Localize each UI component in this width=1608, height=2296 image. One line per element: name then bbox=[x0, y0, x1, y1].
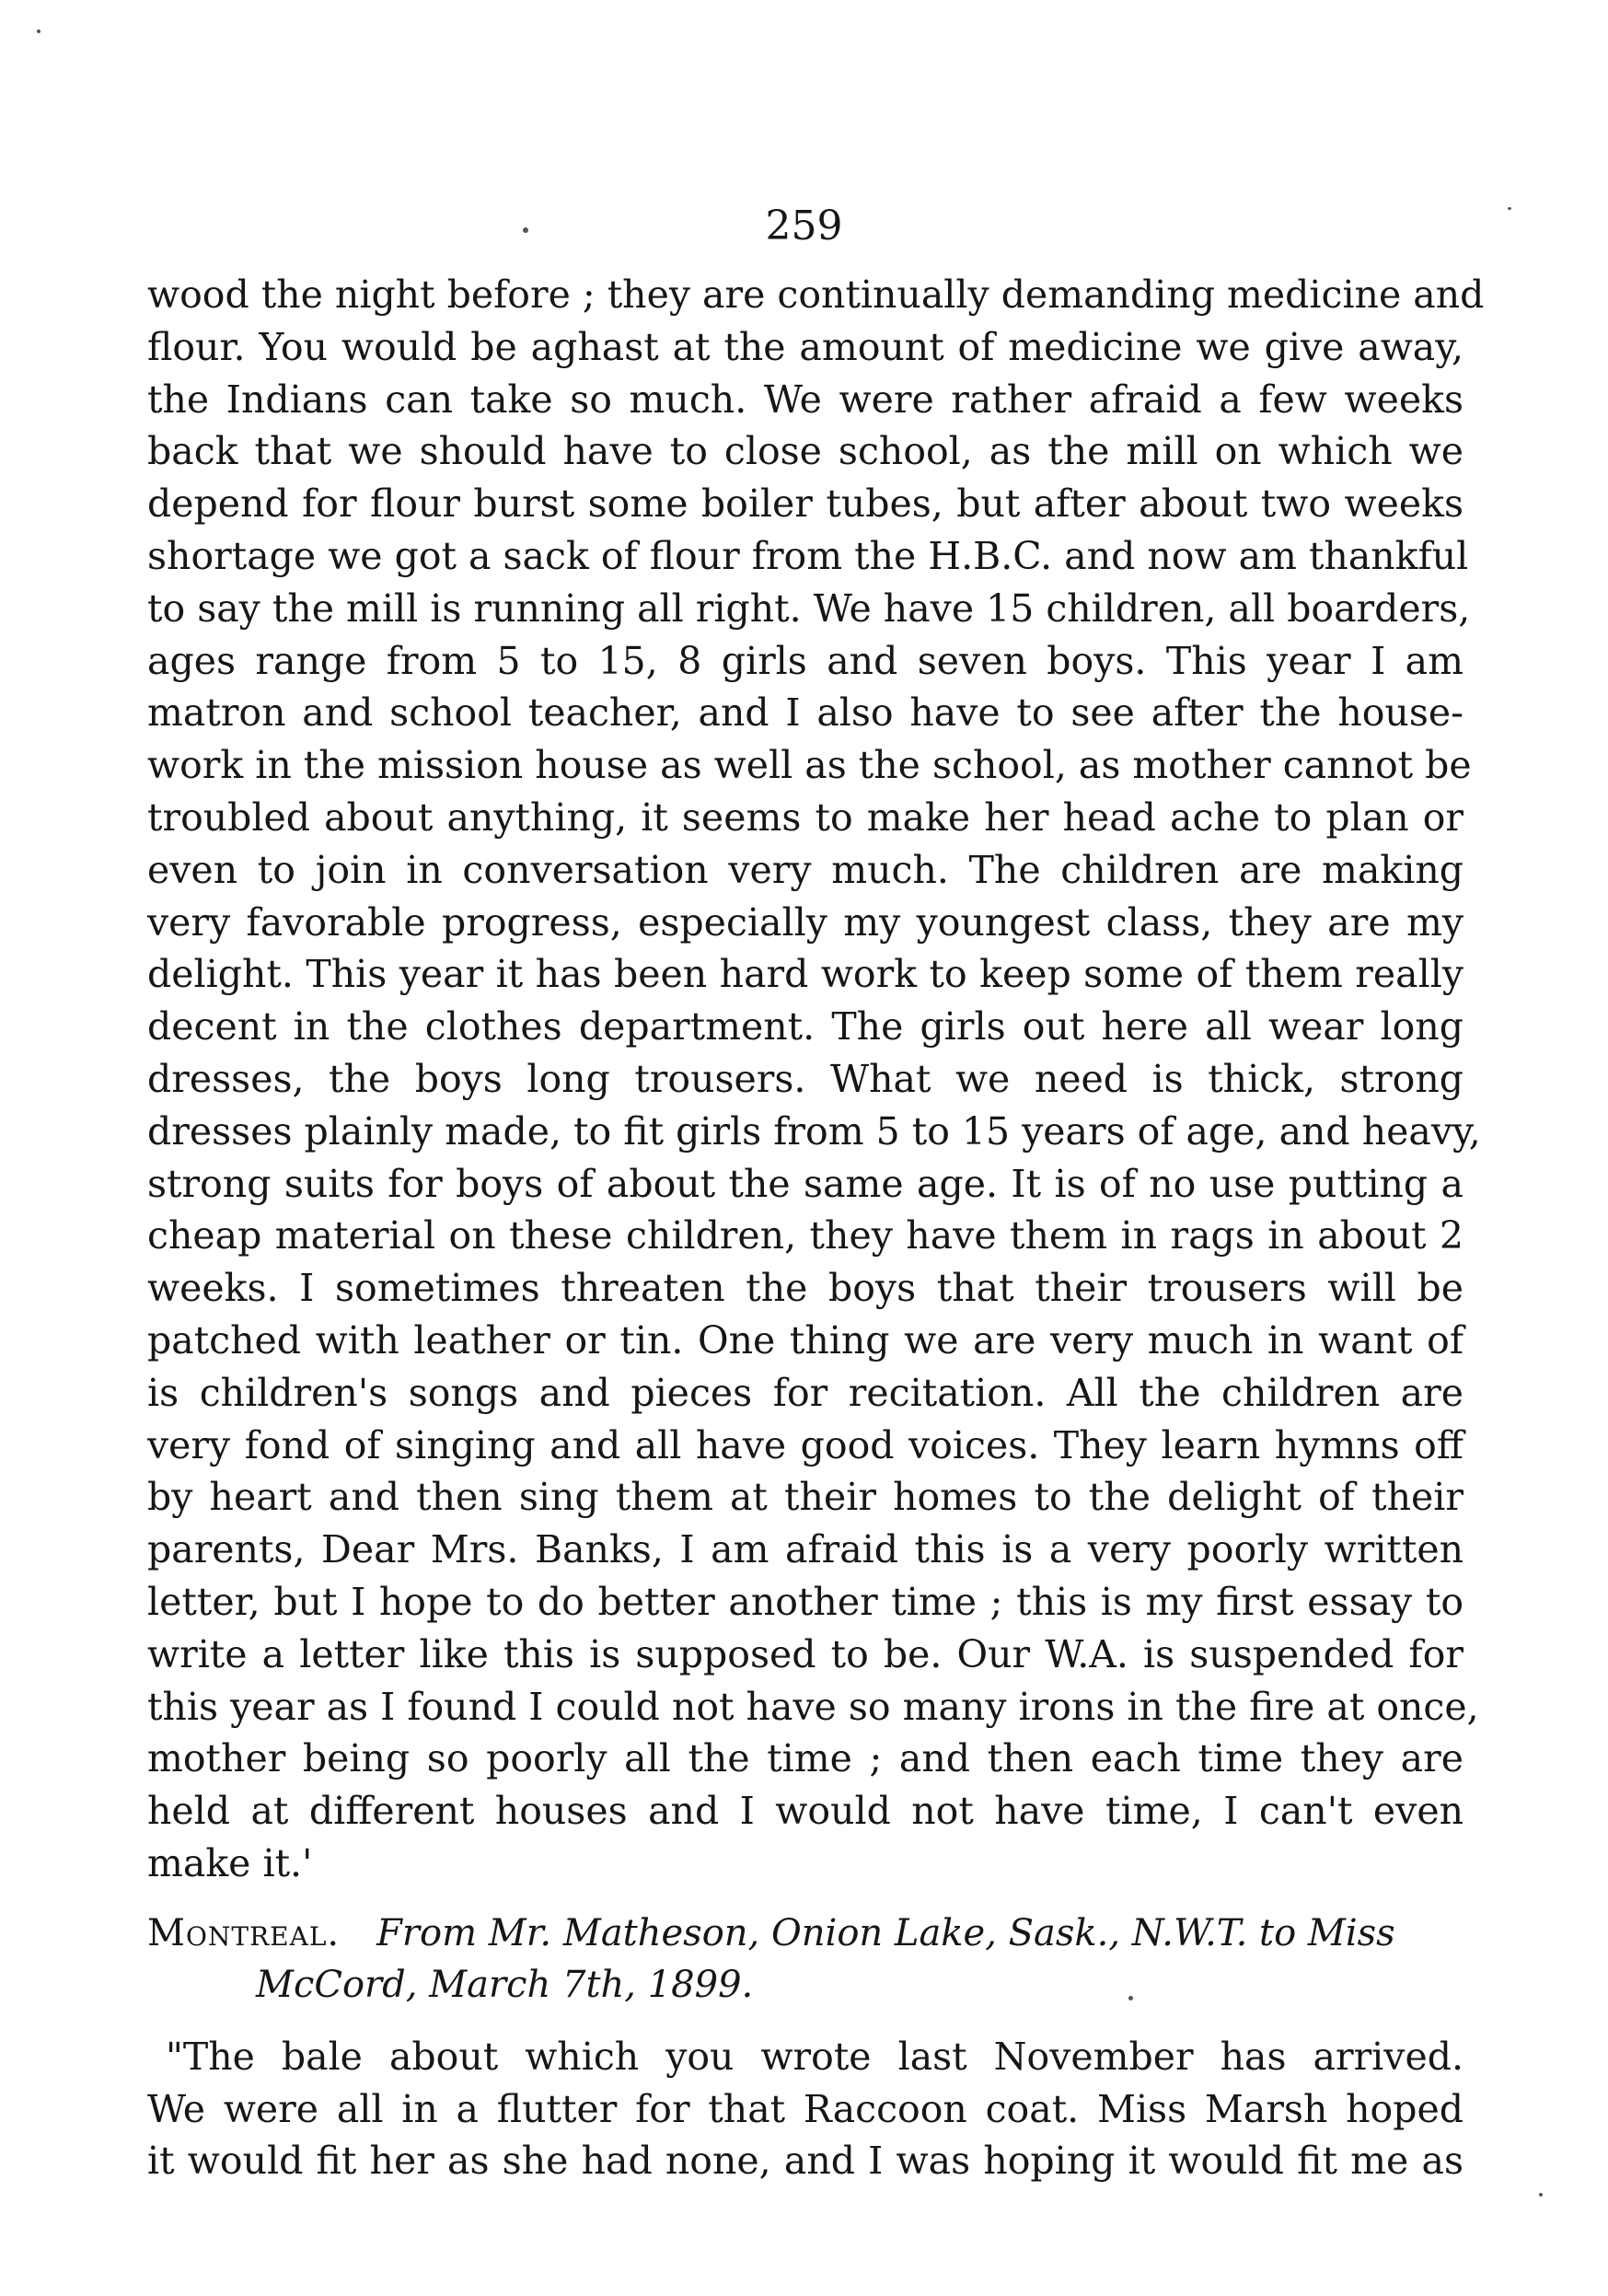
heading-place: Montreal. bbox=[147, 1912, 341, 1954]
text-line: parents, Dear Mrs. Banks, I am afraid this is a very poorly written bbox=[147, 1527, 1463, 1572]
page-number: 259 bbox=[765, 203, 843, 249]
text-line: the Indians can take so much. We were rather afraid a few weeks bbox=[147, 377, 1463, 422]
text-line: even to join in conversation very much. The children are making bbox=[147, 847, 1463, 892]
text-line: ages range from 5 to 15, 8 girls and seven boys. This year I am bbox=[147, 638, 1463, 683]
text-line: matron and school teacher, and I also have to see after the house- bbox=[147, 690, 1463, 736]
text-line: weeks. I sometimes threaten the boys that their trousers will be bbox=[147, 1266, 1463, 1311]
text-line: dresses, the boys long trousers. What we need is thick, strong bbox=[147, 1056, 1463, 1101]
heading-line-1 bbox=[147, 1908, 1463, 1959]
text-line: back that we should have to close school, as the mill on which we bbox=[147, 429, 1463, 474]
text-line: held at different houses and I would not have time, I can't even bbox=[147, 1789, 1463, 1834]
text-line: depend for flour burst some boiler tubes, but after about two weeks bbox=[147, 481, 1463, 527]
text-line: flour. You would be aghast at the amount of medicine we give away, bbox=[147, 324, 1463, 369]
letter-body-text bbox=[147, 269, 1485, 1890]
text-line: dresses plainly made, to fit girls from 5 to 15 years of age, and heavy, bbox=[147, 1108, 1481, 1154]
scan-speck bbox=[1539, 2193, 1543, 2197]
heading-line-2: McCord, March 7th, 1899. bbox=[256, 1964, 754, 2006]
text-line: cheap material on these children, they have them in rags in about 2 bbox=[147, 1213, 1463, 1258]
text-line: to say the mill is running all right. We have 15 children, all boarders, bbox=[147, 586, 1471, 631]
text-line: very fond of singing and all have good voices. They learn hymns off bbox=[147, 1422, 1463, 1467]
scan-speck bbox=[37, 29, 40, 33]
text-line: shortage we got a sack of flour from the H.B.C. and now am thankful bbox=[147, 533, 1469, 578]
second-letter-text bbox=[147, 2031, 1463, 2187]
text-line: wood the night before ; they are continually demanding medicine and bbox=[147, 273, 1485, 317]
text-line: patched with leather or tin. One thing we are very much in want of bbox=[147, 1317, 1463, 1363]
text-line: mother being so poorly all the time ; and then each time they are bbox=[147, 1736, 1463, 1781]
text-line: strong suits for boys of about the same age. It is of no use putting a bbox=[147, 1161, 1463, 1206]
text-line: this year as I found I could not have so many irons in the fire at once, bbox=[147, 1684, 1479, 1729]
text-line: letter, but I hope to do better another time ; this is my first essay to bbox=[147, 1579, 1463, 1624]
text-line: We were all in a flutter for that Raccoon coat. Miss Marsh hoped bbox=[147, 2086, 1463, 2131]
text-line: make it.' bbox=[147, 1840, 313, 1885]
heading-from: From Mr. Matheson, Onion Lake, Sask., N.W.T. to Miss bbox=[376, 1912, 1395, 1954]
text-line: troubled about anything, it seems to make her head ache to plan or bbox=[147, 794, 1463, 840]
text-line: very favorable progress, especially my youngest class, they are my bbox=[147, 899, 1463, 945]
text-line: work in the mission house as well as the school, as mother cannot be bbox=[147, 743, 1472, 788]
text-line: write a letter like this is supposed to be. Our W.A. is suspended for bbox=[147, 1631, 1463, 1676]
letter-heading bbox=[147, 1908, 1463, 2011]
text-line: it would fit her as she had none, and I was hoping it would fit me as bbox=[147, 2139, 1463, 2183]
text-line: decent in the clothes department. The girls out here all wear long bbox=[147, 1004, 1463, 1049]
text-line: by heart and then sing them at their homes to the delight of their bbox=[147, 1475, 1463, 1520]
text-line: "The bale about which you wrote last November has arrived. bbox=[166, 2035, 1463, 2079]
text-line: delight. This year it has been hard work to keep some of them really bbox=[147, 952, 1463, 997]
text-line: is children's songs and pieces for recitation. All the children are bbox=[147, 1370, 1463, 1415]
